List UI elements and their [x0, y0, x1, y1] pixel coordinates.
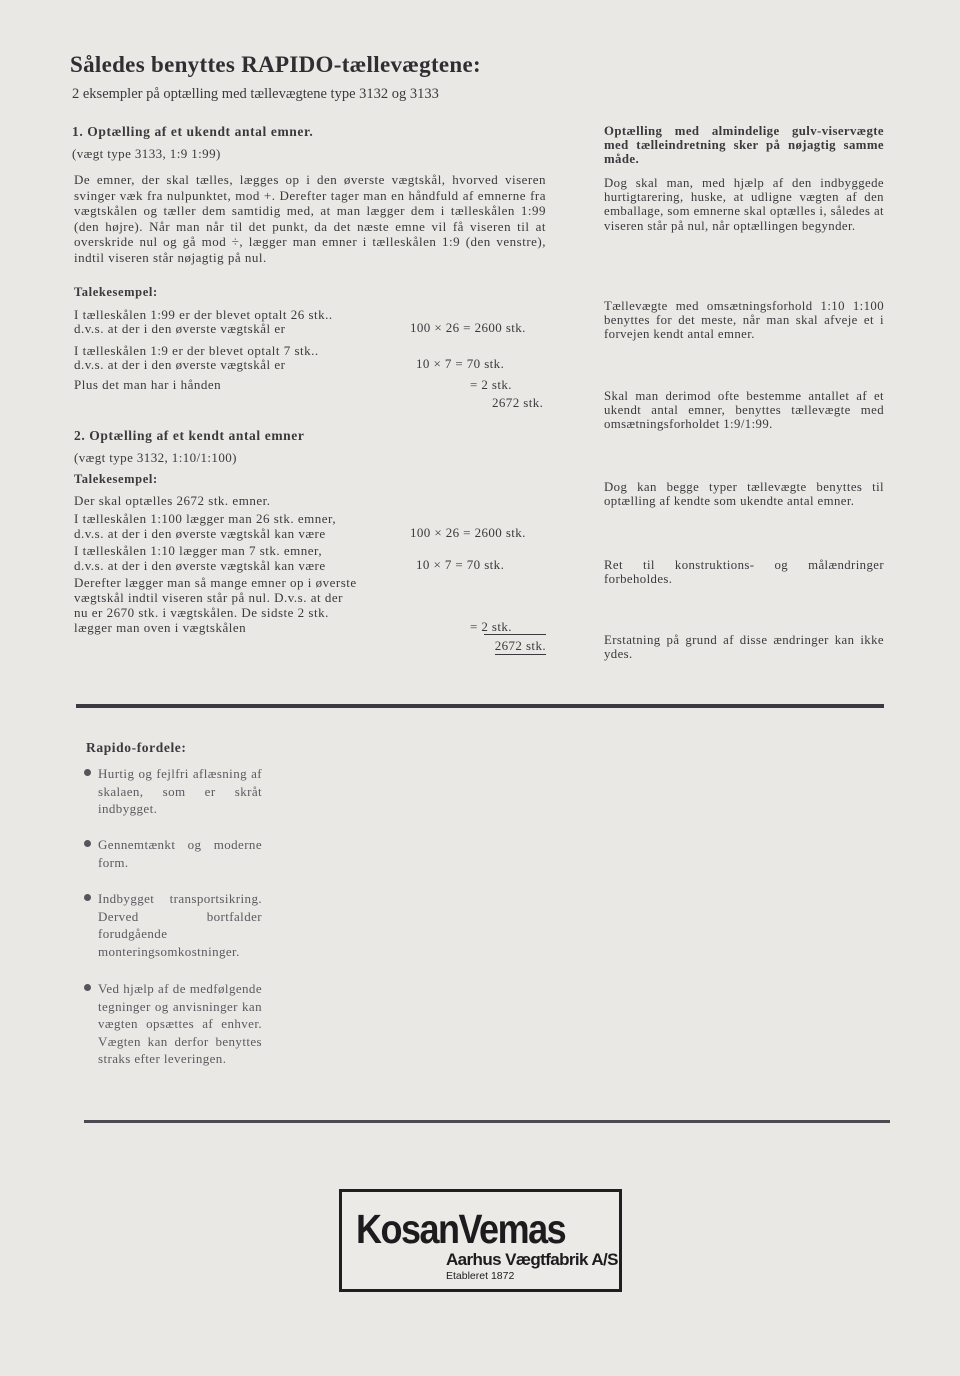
section2-line: vægtskål indtil viseren står på nul. D.v.s. at der [74, 590, 343, 605]
bullet-icon [84, 840, 91, 847]
footer-rule [84, 1120, 890, 1123]
company-logo [339, 1189, 622, 1292]
section1-calc: 100 × 26 = 2600 stk. [410, 320, 526, 335]
right-note-6: Ret til konstruktions- og målændringer forbeholdes. [604, 558, 884, 587]
advantages-title: Rapido-fordele: [86, 740, 187, 755]
right-note-4: Skal man derimod ofte bestemme antallet af et ukendt antal emner, benyttes tællevægte med omsætningsforholdet 1:9/1:99. [604, 389, 884, 432]
right-note-2: Dog skal man, med hjælp af den indbyggede hurtigtarering, huske, at udligne vægten af den emballage, som emnerne skal optælles i, således at viseren står på nul, når optællingen begynder. [604, 176, 884, 233]
section1-paragraph: De emner, der skal tælles, lægges op i den øverste vægtskål, hvorved viseren svinger væk fra nulpunktet, mod +. Derefter tager man en håndfuld af emnerne fra vægtskålen og tæller dem samtidig med, at man lægger dem i tælleskålen 1:99 (den højre). Når man når til det punkt, da det næste emne vil få viseren til at overskride nul og gå mod ÷, lægger man emner i tælleskålen 1:9 (den venstre), indtil viseren står nøjagtig på nul. [74, 172, 546, 265]
section1-calc: 10 × 7 = 70 stk. [416, 356, 505, 371]
section1-line: I tælleskålen 1:9 er der blevet optalt 7 stk.. [74, 343, 319, 358]
section2-line: d.v.s. at der i den øverste vægtskål kan være [74, 526, 326, 541]
bullet-icon [84, 894, 91, 901]
section2-example-heading: Talekesempel: [74, 472, 158, 486]
section1-total: 2672 stk. [492, 395, 544, 410]
section1-calc: = 2 stk. [470, 377, 512, 392]
right-note-5: Dog kan begge typer tællevægte benyttes til optælling af kendte som ukendte antal emner. [604, 480, 884, 509]
section1-line: d.v.s. at der i den øverste vægtskål er [74, 357, 286, 372]
section2-calc: 100 × 26 = 2600 stk. [410, 525, 526, 540]
right-note-7: Erstatning på grund af disse ændringer kan ikke ydes. [604, 633, 884, 662]
advantage-text: Gennemtænkt og moderne form. [98, 837, 262, 870]
section1-line: I tælleskålen 1:99 er der blevet optalt 26 stk.. [74, 307, 333, 322]
section1-example-heading: Talekesempel: [74, 285, 158, 299]
advantage-item [84, 980, 262, 1068]
right-note-1: Optælling med almindelige gulv-viservægte med tælleindretning sker på nøjagtig samme måde. [604, 124, 884, 167]
section2-line: I tælleskålen 1:100 lægger man 26 stk. emner, [74, 511, 337, 526]
section2-line: d.v.s. at der i den øverste vægtskål kan være [74, 558, 326, 573]
advantage-item [84, 836, 262, 871]
section2-total [484, 634, 546, 654]
right-note-3: Tællevægte med omsætningsforhold 1:10 1:100 benyttes for det meste, når man skal afveje et i forvejen kendt antal emner. [604, 299, 884, 342]
section2-type-line: (vægt type 3132, 1:10/1:100) [74, 450, 237, 465]
section2-line: I tælleskålen 1:10 lægger man 7 stk. emner, [74, 543, 323, 558]
bullet-icon [84, 769, 91, 776]
bullet-icon [84, 984, 91, 991]
section1-heading: 1. Optælling af et ukendt antal emner. [72, 124, 314, 139]
page-title: Således benyttes RAPIDO-tællevægtene: [70, 52, 481, 77]
section2-calc: 10 × 7 = 70 stk. [416, 557, 505, 572]
advantage-item [84, 890, 262, 960]
logo-brand: KosanVemas [356, 1206, 566, 1252]
section2-line: Derefter lægger man så mange emner op i øverste [74, 575, 357, 590]
advantage-text: Indbygget transportsikring. Derved bortfalder forudgående monteringsomkostninger. [98, 891, 262, 959]
page-subtitle: 2 eksempler på optælling med tællevægtene type 3132 og 3133 [72, 86, 439, 102]
advantage-item [84, 765, 262, 818]
section2-line: nu er 2670 stk. i vægtskålen. De sidste 2 stk. [74, 605, 329, 620]
section1-type-line: (vægt type 3133, 1:9 1:99) [72, 146, 221, 161]
section2-heading: 2. Optælling af et kendt antal emner [74, 428, 305, 443]
advantage-text: Ved hjælp af de medfølgende tegninger og anvisninger kan vægten opsættes af enhver. Vægten kan derfor benyttes straks efter leveringen. [98, 981, 262, 1066]
section2-total-value: 2672 stk. [494, 638, 546, 653]
section2-calc: = 2 stk. [470, 619, 512, 634]
logo-established: Etableret 1872 [446, 1270, 515, 1282]
divider-rule [76, 704, 884, 708]
section1-line: Plus det man har i hånden [74, 377, 222, 392]
section2-line: Der skal optælles 2672 stk. emner. [74, 493, 271, 508]
section2-line: lægger man oven i vægtskålen [74, 620, 247, 635]
logo-company: Aarhus Vægtfabrik A/S [446, 1250, 618, 1269]
advantage-text: Hurtig og fejlfri aflæsning af skalaen, som er skråt indbygget. [98, 766, 262, 816]
section1-line: d.v.s. at der i den øverste vægtskål er [74, 321, 286, 336]
